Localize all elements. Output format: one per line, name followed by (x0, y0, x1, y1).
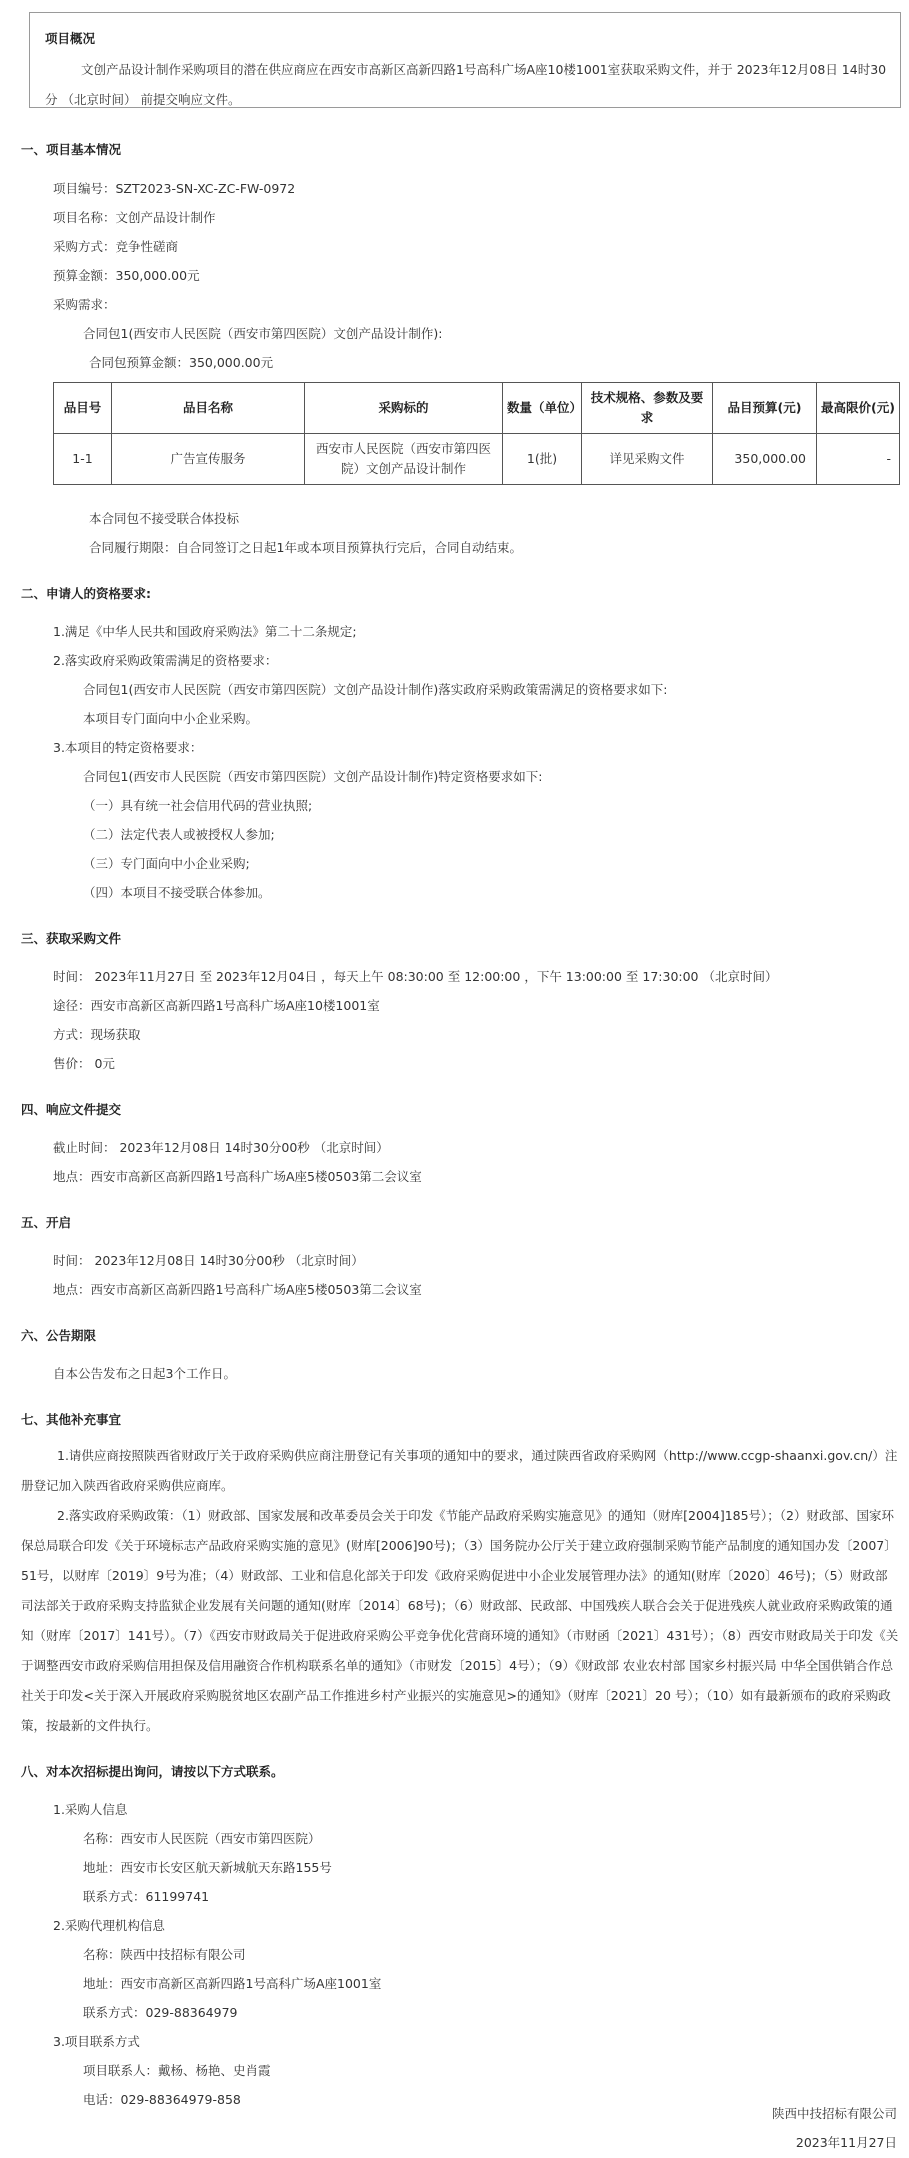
lot-title: 合同包1(西安市人民医院（西安市第四医院）文创产品设计制作): (83, 326, 443, 341)
project-number: 项目编号：SZT2023-SN-XC-ZC-FW-0972 (53, 181, 296, 196)
section-1-heading: 一、项目基本情况 (21, 142, 122, 157)
purchaser-info-title: 1.采购人信息 (53, 1802, 128, 1817)
table-header-cell: 数量（单位） (503, 383, 582, 434)
table-cell: - (817, 434, 900, 485)
obtain-method: 方式：现场获取 (53, 1027, 141, 1042)
budget-amount: 预算金额：350,000.00元 (53, 268, 200, 283)
agency-info-title: 2.采购代理机构信息 (53, 1918, 165, 1933)
table-header-cell: 采购标的 (305, 383, 503, 434)
section-8-heading: 八、对本次招标提出询问，请按以下方式联系。 (21, 1764, 284, 1779)
no-consortium-note: 本合同包不接受联合体投标 (89, 511, 240, 526)
table-header-cell: 技术规格、参数及要求 (582, 383, 713, 434)
requirement-3-detail: 合同包1(西安市人民医院（西安市第四医院）文创产品设计制作)特定资格要求如下: (83, 769, 543, 784)
purchase-method: 采购方式：竞争性磋商 (53, 239, 179, 254)
table-cell: 1(批) (503, 434, 582, 485)
submit-deadline: 截止时间： 2023年12月08日 14时30分00秒 （北京时间） (53, 1140, 389, 1155)
project-contact-person: 项目联系人：戴杨、杨艳、史肖霞 (83, 2063, 271, 2078)
table-header-cell: 最高限价(元) (817, 383, 900, 434)
opening-place: 地点：西安市高新区高新四路1号高科广场A座5楼0503第二会议室 (53, 1282, 422, 1297)
purchaser-phone: 联系方式：61199741 (83, 1889, 210, 1904)
contract-period: 合同履行期限：自合同签订之日起1年或本项目预算执行完后，合同自动结束。 (89, 540, 522, 555)
requirement-3-item: （一）具有统一社会信用代码的营业执照; (83, 798, 313, 813)
requirement-3-item: （二）法定代表人或被授权人参加; (83, 827, 275, 842)
section-4-heading: 四、响应文件提交 (21, 1102, 122, 1117)
table-cell: 详见采购文件 (582, 434, 713, 485)
supplement-paragraph-1: 1.请供应商按照陕西省财政厅关于政府采购供应商注册登记有关事项的通知中的要求，通过陕西省政府采购网（http://www.ccgp-shaanxi.gov.cn/）注册登记加入陕西省政府采购供应商库。 (21, 1448, 898, 1493)
agency-phone: 联系方式：029-88364979 (83, 2005, 238, 2020)
announcement-period: 自本公告发布之日起3个工作日。 (53, 1366, 236, 1381)
project-contact-title: 3.项目联系方式 (53, 2034, 140, 2049)
overview-box (29, 12, 901, 108)
opening-time: 时间： 2023年12月08日 14时30分00秒 （北京时间） (53, 1253, 364, 1268)
obtain-place: 途径：西安市高新区高新四路1号高科广场A座10楼1001室 (53, 998, 380, 1013)
requirement-3: 3.本项目的特定资格要求： (53, 740, 203, 755)
overview-title: 项目概况 (45, 31, 96, 46)
table-header-cell: 品目预算(元) (713, 383, 817, 434)
requirement-3-item: （三）专门面向中小企业采购; (83, 856, 250, 871)
agency-address: 地址：西安市高新区高新四路1号高科广场A座1001室 (83, 1976, 382, 1991)
purchase-needs-label: 采购需求： (53, 297, 116, 312)
requirement-2: 2.落实政府采购政策需满足的资格要求： (53, 653, 278, 668)
overview-text: 文创产品设计制作采购项目的潜在供应商应在西安市高新区高新四路1号高科广场A座10楼1001室获取采购文件，并于 2023年12月08日 14时30分 （北京时间） 前提交响应文件。 (45, 62, 887, 107)
table-cell: 西安市人民医院（西安市第四医院）文创产品设计制作 (305, 434, 503, 485)
project-name: 项目名称：文创产品设计制作 (53, 210, 216, 225)
table-cell: 1-1 (54, 434, 112, 485)
project-contact-phone: 电话：029-88364979-858 (83, 2092, 241, 2107)
signature-company: 陕西中技招标有限公司 (771, 2106, 897, 2121)
document-price: 售价： 0元 (53, 1056, 115, 1071)
requirement-2-sme: 本项目专门面向中小企业采购。 (83, 711, 259, 726)
requirement-2-detail: 合同包1(西安市人民医院（西安市第四医院）文创产品设计制作)落实政府采购政策需满足的资格要求如下: (83, 682, 668, 697)
purchaser-address: 地址：西安市长安区航天新城航天东路155号 (83, 1860, 332, 1875)
section-3-heading: 三、获取采购文件 (21, 931, 122, 946)
supplement-paragraph-2: 2.落实政府采购政策：（1）财政部、国家发展和改革委员会关于印发《节能产品政府采购实施意见》的通知（财库[2004]185号）；（2）财政部、国家环保总局联合印发《关于环境标志产品政府采购实施的意见》(财库[2006]90号)；（3）国务院办公厅关于建立政府强制采购节能产品制度的通知国办发〔2007〕51号，以财库〔2019〕9号为准；（4）财政部、工业和信息化部关于印发《政府采购促进中小企业发展管理办法》的通知(财库〔2020〕46号)；（5）财政部 司法部关于政府采购支持监狱企业发展有关问题的通知(财库〔2014〕68号)；（6）财政部、民政部、中国残疾人联合会关于促进残疾人就业政府采购政策的通知（财库〔2017〕141号）。（7）《西安市财政局关于促进政府采购公平竞争优化营商环境的通知》（市财函〔2021〕431号）；（8）西安市财政局关于印发《关于调整西安市政府采购信用担保及信用融资合作机构联系名单的通知》（市财发〔2015〕4号）；（9）《财政部 农业农村部 国家乡村振兴局 中华全国供销合作总社关于印发<关于深入开展政府采购脱贫地区农副产品工作推进乡村产业振兴的实施意见>的通知》（财库〔2021〕20 号）；（10）如有最新颁布的政府采购政策，按最新的文件执行。 (21, 1508, 899, 1733)
table-header-row (54, 383, 900, 434)
table-cell: 广告宣传服务 (112, 434, 305, 485)
section-6-heading: 六、公告期限 (21, 1328, 97, 1343)
obtain-time: 时间： 2023年11月27日 至 2023年12月04日 ，每天上午 08:30:00 至 12:00:00 ，下午 13:00:00 至 17:30:00 （北京时间） (53, 969, 778, 984)
items-table (53, 382, 900, 485)
purchaser-name: 名称：西安市人民医院（西安市第四医院） (83, 1831, 321, 1846)
lot-budget: 合同包预算金额：350,000.00元 (89, 355, 274, 370)
table-header-cell: 品目号 (54, 383, 112, 434)
section-5-heading: 五、开启 (21, 1215, 72, 1230)
agency-name: 名称：陕西中技招标有限公司 (83, 1947, 246, 1962)
table-row (54, 434, 900, 485)
requirement-1: 1.满足《中华人民共和国政府采购法》第二十二条规定; (53, 624, 357, 639)
section-2-heading: 二、申请人的资格要求: (21, 586, 151, 601)
section-7-heading: 七、其他补充事宜 (21, 1412, 122, 1427)
table-cell: 350,000.00 (713, 434, 817, 485)
table-header-cell: 品目名称 (112, 383, 305, 434)
signature-date: 2023年11月27日 (795, 2135, 897, 2150)
requirement-3-item: （四）本项目不接受联合体参加。 (83, 885, 271, 900)
submit-place: 地点：西安市高新区高新四路1号高科广场A座5楼0503第二会议室 (53, 1169, 422, 1184)
